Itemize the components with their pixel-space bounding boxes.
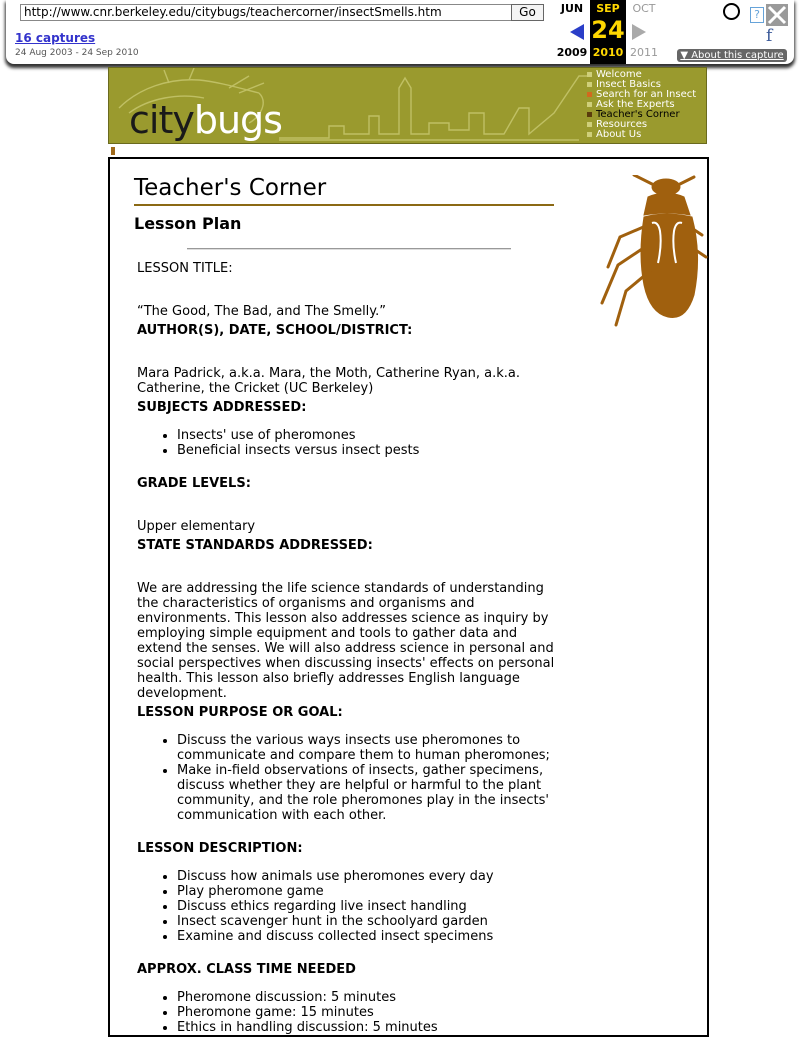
next-capture-column	[626, 0, 662, 64]
site-nav-menu	[587, 70, 696, 140]
list-item: • Make in-field observations of insects, gather specimens, discuss whether they are helpful or harmful to the plant community, and the role pheromones play in the insects' communication with each other.	[177, 763, 559, 823]
wayback-toolbar	[6, 0, 794, 64]
nav-bullet-icon	[587, 92, 592, 97]
logo-bugs-text[interactable]: bugs	[193, 98, 282, 142]
subjects-list	[137, 428, 559, 458]
about-capture-button[interactable]: ▼ About this capture	[677, 49, 787, 62]
main-content	[108, 157, 709, 1037]
facebook-share-icon[interactable]: f	[766, 26, 773, 46]
list-item: • Insect scavenger hunt in the schoolyard garden	[177, 914, 559, 929]
grade-label: GRADE LEVELS:	[137, 476, 251, 491]
help-icon[interactable]: ?	[750, 7, 764, 23]
nav-label[interactable]: Insect Basics	[596, 79, 661, 90]
list-item: • Discuss the various ways insects use pheromones to communicate and compare them to human pheromones;	[177, 733, 559, 763]
list-item: • Examine and discuss collected insect specimens	[177, 929, 559, 944]
standards-label: STATE STANDARDS ADDRESSED:	[137, 538, 373, 553]
beetle-icon	[598, 175, 708, 335]
standards-value: We are addressing the life science standards of understanding the characteristics of organisms and organisms and environments. This lesson also addresses science as inquiry by employing simple equipment and tools to gather data and extend the senses. We will also address science in personal and social perspectives when discussing insects' effects on personal health. This lesson also briefly addresses English language development.	[137, 581, 555, 701]
list-item: • Ethics in handling discussion: 5 minutes	[177, 1020, 559, 1035]
page-subtitle: Lesson Plan	[134, 214, 242, 233]
subjects-label: SUBJECTS ADDRESSED:	[137, 400, 307, 415]
nav-label[interactable]: Resources	[596, 119, 648, 130]
prev-month[interactable]: JUN	[560, 2, 584, 15]
nav-bullet-icon	[587, 132, 592, 137]
wayback-go-button[interactable]: Go	[511, 4, 544, 21]
lesson-title-value: “The Good, The Bad, and The Smelly.”	[137, 304, 386, 319]
authors-label: AUTHOR(S), DATE, SCHOOL/DISTRICT:	[137, 323, 413, 338]
captures-link[interactable]: 16 captures	[15, 31, 96, 45]
current-day: 24	[591, 16, 625, 44]
list-item: • Pheromone discussion: 5 minutes	[177, 990, 559, 1005]
banner-tick-marker	[111, 147, 115, 155]
next-month: OCT	[632, 2, 656, 15]
next-year: 2011	[630, 46, 658, 59]
citybugs-logo[interactable]	[129, 98, 282, 142]
class-time-list	[137, 990, 559, 1035]
description-list	[137, 869, 559, 944]
page-title: Teacher's Corner	[134, 175, 327, 201]
list-item: • Insects' use of pheromones	[177, 428, 559, 443]
current-year: 2010	[592, 46, 624, 59]
list-item: • Beneficial insects versus insect pests	[177, 443, 559, 458]
list-item: • Discuss how animals use pheromones every day	[177, 869, 559, 884]
current-month: SEP	[596, 2, 620, 15]
nav-bullet-icon	[587, 112, 592, 117]
nav-label[interactable]: About Us	[596, 129, 642, 140]
nav-bullet-icon	[587, 82, 592, 87]
wayback-url-input[interactable]: http://www.cnr.berkeley.edu/citybugs/teachercorner/insectSmells.htm	[20, 4, 512, 21]
list-item: • Discuss ethics regarding live insect handling	[177, 899, 559, 914]
grade-value: Upper elementary	[137, 519, 256, 534]
prev-year[interactable]: 2009	[556, 46, 588, 59]
nav-bullet-icon	[587, 102, 592, 107]
lesson-title-label: LESSON TITLE:	[137, 261, 233, 276]
nav-item-about-us[interactable]	[587, 130, 696, 140]
site-banner	[108, 67, 707, 144]
nav-bullet-icon	[587, 122, 592, 127]
logo-city-text[interactable]: city	[129, 98, 194, 142]
list-item: • Pheromone game: 15 minutes	[177, 1005, 559, 1020]
nav-label[interactable]: Search for an Insect	[596, 89, 697, 100]
nav-label[interactable]: Teacher's Corner	[596, 109, 680, 120]
prev-capture-arrow-icon[interactable]	[570, 24, 584, 40]
lesson-plan-body	[137, 261, 559, 1035]
title-underline	[134, 204, 554, 206]
list-item: • Play pheromone game	[177, 884, 559, 899]
section-divider	[187, 248, 511, 250]
nav-label[interactable]: Ask the Experts	[596, 99, 675, 110]
purpose-list	[137, 733, 559, 823]
class-time-label: APPROX. CLASS TIME NEEDED	[137, 962, 356, 977]
wayback-logo-icon[interactable]	[723, 3, 740, 20]
authors-value: Mara Padrick, a.k.a. Mara, the Moth, Catherine Ryan, a.k.a. Catherine, the Cricket (UC Berkeley)	[137, 366, 521, 396]
close-icon[interactable]	[766, 4, 788, 26]
current-capture-column	[590, 0, 626, 64]
description-label: LESSON DESCRIPTION:	[137, 841, 303, 856]
purpose-label: LESSON PURPOSE OR GOAL:	[137, 705, 343, 720]
capture-date-range: 24 Aug 2003 - 24 Sep 2010	[15, 48, 139, 58]
nav-label[interactable]: Welcome	[596, 69, 642, 80]
nav-bullet-icon	[587, 72, 592, 77]
